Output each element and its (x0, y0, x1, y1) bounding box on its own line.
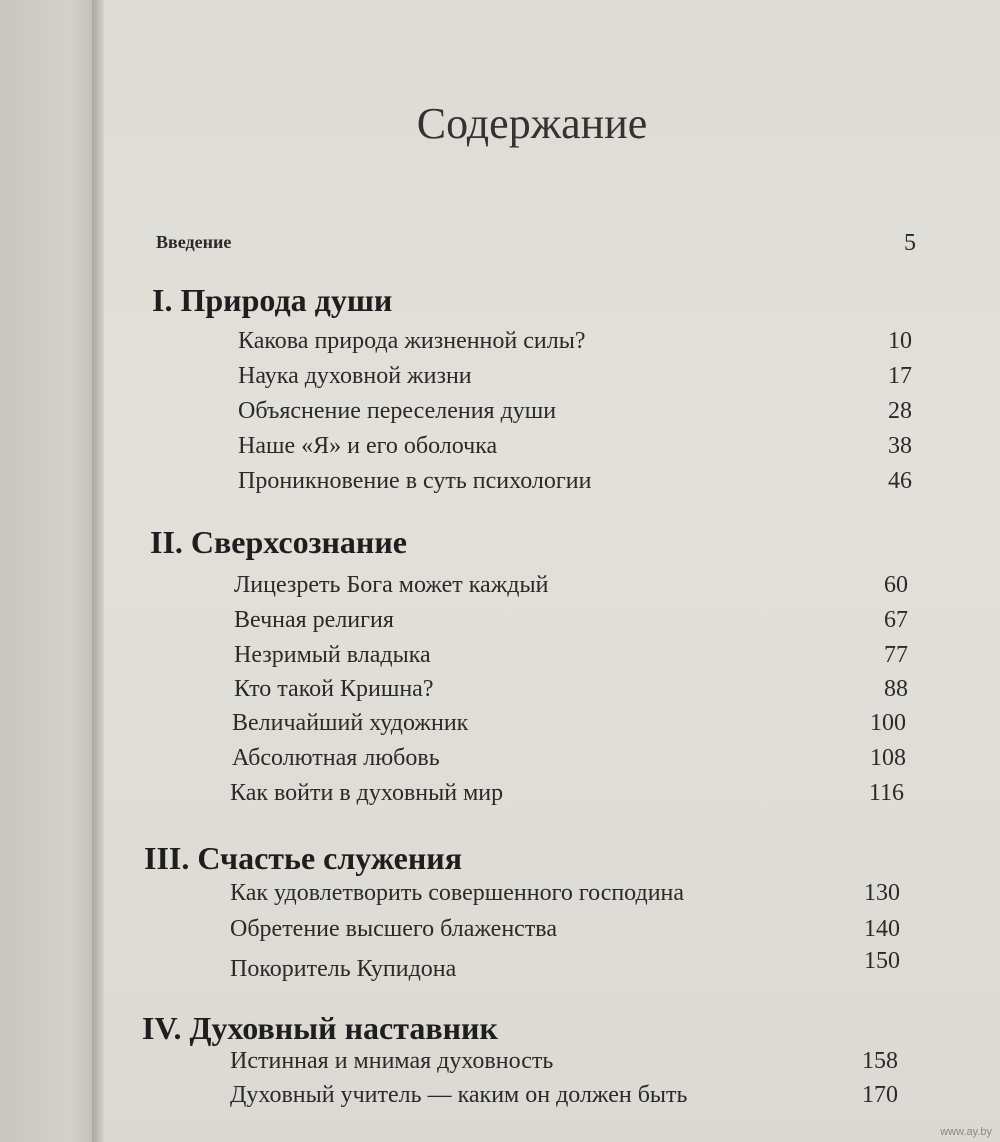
toc-row (104, 398, 1000, 432)
toc-row (104, 880, 1000, 914)
toc-entry-label: Как войти в духовный мир (230, 780, 504, 806)
toc-entry-label: Духовный учитель — каким он должен быть (230, 1082, 688, 1108)
toc-row (104, 468, 1000, 502)
toc-row (104, 916, 1000, 950)
intro-label: Введение (156, 232, 232, 252)
toc-row (104, 676, 1000, 710)
toc-row (104, 1048, 1000, 1082)
page-title: Содержание (416, 99, 648, 148)
toc-entry-label: Как удовлетворить совершенного господина (230, 880, 685, 906)
toc-row (104, 572, 1000, 606)
toc-row (104, 328, 1000, 362)
contents-page (104, 0, 1000, 1142)
toc-entry-label: Объяснение переселения души (238, 398, 557, 424)
toc-entry-page: 150 (864, 948, 900, 974)
toc-row (104, 642, 1000, 676)
toc-entry-page: 170 (862, 1082, 898, 1108)
toc-row (104, 745, 1000, 779)
toc-entry-page: 130 (864, 880, 900, 906)
section-title-3: III. Счастье служения (144, 840, 463, 876)
toc-entry-page: 88 (884, 676, 908, 702)
toc-entry-label: Обретение высшего блаженства (230, 916, 557, 942)
toc-row (104, 363, 1000, 397)
toc-entry-page: 28 (888, 398, 912, 424)
toc-row (104, 948, 1000, 990)
toc-entry-page: 60 (884, 572, 908, 598)
toc-entry-page: 100 (870, 710, 906, 736)
toc-entry-label: Вечная религия (234, 607, 394, 633)
toc-entry-page: 140 (864, 916, 900, 942)
left-page-edge (0, 0, 100, 1142)
toc-entry-page: 10 (888, 328, 912, 354)
toc-row (104, 433, 1000, 467)
toc-entry-page: 158 (862, 1048, 898, 1074)
toc-entry-page: 67 (884, 607, 908, 633)
section-title-4: IV. Духовный наставник (142, 1010, 498, 1046)
toc-entry-label: Проникновение в суть психологии (238, 468, 592, 494)
toc-entry-label: Незримый владыка (234, 642, 431, 668)
toc-entry-page: 38 (888, 433, 912, 459)
toc-entry-page: 108 (870, 745, 906, 771)
toc-entry-label: Абсолютная любовь (232, 745, 440, 771)
section-title-2: II. Сверхсознание (150, 524, 407, 560)
toc-entry-page: 116 (868, 780, 904, 806)
section-title-1: I. Природа души (152, 282, 393, 318)
intro-page: 5 (904, 230, 916, 256)
toc-entry-label: Истинная и мнимая духовность (230, 1048, 554, 1074)
toc-entry-page: 17 (888, 363, 912, 389)
toc-row (104, 607, 1000, 641)
toc-entry-label: Величайший художник (232, 710, 469, 736)
watermark: www.ay.by (940, 1126, 992, 1138)
toc-entry-label: Покоритель Купидона (230, 956, 457, 982)
toc-entry-label: Кто такой Кришна? (234, 676, 434, 702)
toc-entry-page: 77 (884, 642, 908, 668)
toc-entry-label: Лицезреть Бога может каждый (234, 572, 549, 598)
toc-row (104, 780, 1000, 814)
toc-entry-label: Какова природа жизненной силы? (238, 328, 586, 354)
toc-entry-label: Наука духовной жизни (238, 363, 472, 389)
toc-entry-label: Наше «Я» и его оболочка (238, 433, 498, 459)
toc-row (104, 1082, 1000, 1116)
toc-entry-page: 46 (888, 468, 912, 494)
intro-row (104, 230, 1000, 264)
toc-row (104, 710, 1000, 744)
